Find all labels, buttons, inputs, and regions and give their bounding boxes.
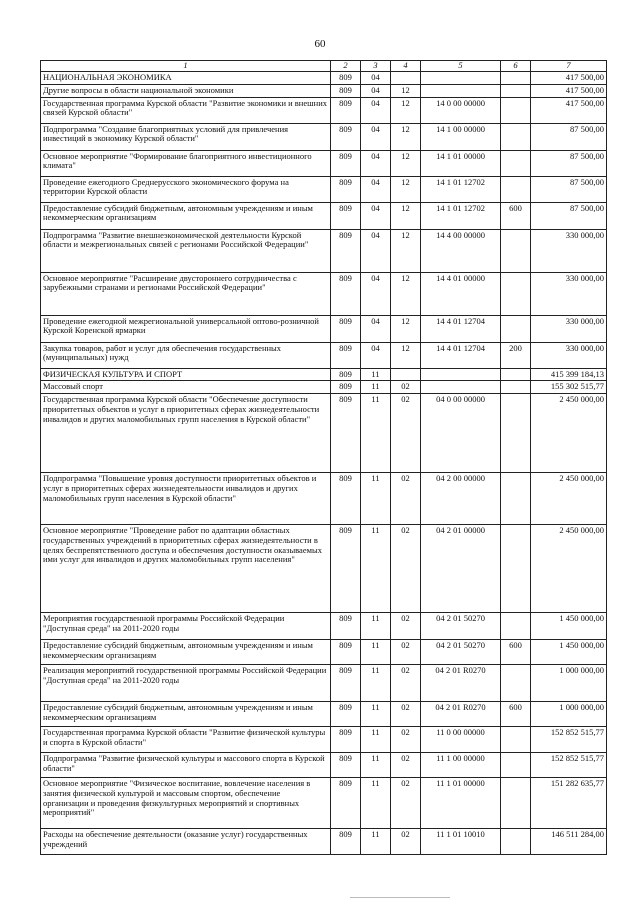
row-code-6 bbox=[501, 315, 531, 342]
row-code-4 bbox=[391, 72, 421, 85]
row-code-2: 809 bbox=[331, 727, 361, 753]
row-code-5: 04 2 01 50270 bbox=[421, 640, 501, 665]
row-code-2: 809 bbox=[331, 150, 361, 176]
row-code-5: 04 2 01 R0270 bbox=[421, 665, 501, 702]
row-code-4: 02 bbox=[391, 727, 421, 753]
row-name: Основное мероприятие "Формирование благоприятного инвестиционного климата" bbox=[41, 150, 331, 176]
row-name: Основное мероприятие "Расширение двустороннего сотрудничества с зарубежными странами и регионами Российской Федерации" bbox=[41, 272, 331, 315]
row-sum: 152 852 515,77 bbox=[531, 753, 607, 778]
table-row bbox=[41, 640, 607, 665]
row-sum: 415 399 184,13 bbox=[531, 368, 607, 381]
row-sum: 1 000 000,00 bbox=[531, 665, 607, 702]
budget-table bbox=[40, 60, 607, 855]
row-code-2: 809 bbox=[331, 613, 361, 640]
row-code-6 bbox=[501, 97, 531, 123]
row-code-4: 02 bbox=[391, 753, 421, 778]
row-name: Предоставление субсидий бюджетным, автономным учреждениям и иным некоммерческим организациям bbox=[41, 202, 331, 229]
row-sum: 151 282 635,77 bbox=[531, 778, 607, 829]
row-name: Реализация мероприятий государственной программы Российской Федерации "Доступная среда" на 2011-2020 годы bbox=[41, 665, 331, 702]
table-row bbox=[41, 525, 607, 613]
row-sum: 1 450 000,00 bbox=[531, 640, 607, 665]
row-code-3: 04 bbox=[361, 97, 391, 123]
row-code-6 bbox=[501, 176, 531, 202]
row-code-2: 809 bbox=[331, 525, 361, 613]
row-sum: 87 500,00 bbox=[531, 150, 607, 176]
row-code-6 bbox=[501, 394, 531, 473]
row-code-2: 809 bbox=[331, 176, 361, 202]
table-row bbox=[41, 202, 607, 229]
row-sum: 330 000,00 bbox=[531, 315, 607, 342]
row-code-5: 14 1 01 12702 bbox=[421, 202, 501, 229]
row-code-4: 02 bbox=[391, 381, 421, 394]
column-header: 2 bbox=[331, 61, 361, 72]
row-code-6 bbox=[501, 381, 531, 394]
row-name: Проведение ежегодной межрегиональной универсальной оптово-розничной Курской Коренской ярмарки bbox=[41, 315, 331, 342]
row-name: Подпрограмма "Создание благоприятных условий для привлечения инвестиций в экономику Курской области" bbox=[41, 123, 331, 150]
row-code-3: 11 bbox=[361, 665, 391, 702]
row-code-3: 11 bbox=[361, 368, 391, 381]
row-name: Закупка товаров, работ и услуг для обеспечения государственных (муниципальных) нужд bbox=[41, 342, 331, 368]
table-header-row bbox=[41, 61, 607, 72]
row-code-2: 809 bbox=[331, 72, 361, 85]
row-sum: 152 852 515,77 bbox=[531, 727, 607, 753]
row-code-3: 04 bbox=[361, 315, 391, 342]
row-sum: 87 500,00 bbox=[531, 123, 607, 150]
row-code-2: 809 bbox=[331, 665, 361, 702]
row-name: Расходы на обеспечение деятельности (оказание услуг) государственных учреждений bbox=[41, 829, 331, 855]
table-row bbox=[41, 702, 607, 727]
row-code-4: 12 bbox=[391, 84, 421, 97]
table-row bbox=[41, 342, 607, 368]
row-code-6 bbox=[501, 525, 531, 613]
row-code-6: 600 bbox=[501, 202, 531, 229]
row-name: ФИЗИЧЕСКАЯ КУЛЬТУРА И СПОРТ bbox=[41, 368, 331, 381]
row-code-5: 14 4 00 00000 bbox=[421, 229, 501, 272]
row-code-5: 14 1 01 00000 bbox=[421, 150, 501, 176]
row-code-2: 809 bbox=[331, 202, 361, 229]
row-code-3: 11 bbox=[361, 702, 391, 727]
row-sum: 87 500,00 bbox=[531, 202, 607, 229]
row-name: НАЦИОНАЛЬНАЯ ЭКОНОМИКА bbox=[41, 72, 331, 85]
table-row bbox=[41, 473, 607, 525]
column-header: 3 bbox=[361, 61, 391, 72]
row-code-6 bbox=[501, 272, 531, 315]
row-name: Подпрограмма "Повышение уровня доступности приоритетных объектов и услуг в приоритетных сферах жизнедеятельности инвалидов и других маломобильных групп населения в Курской области" bbox=[41, 473, 331, 525]
row-name: Государственная программа Курской области "Развитие экономики и внешних связей Курской области" bbox=[41, 97, 331, 123]
row-code-5 bbox=[421, 84, 501, 97]
row-code-2: 809 bbox=[331, 394, 361, 473]
row-code-3: 11 bbox=[361, 640, 391, 665]
table-row bbox=[41, 72, 607, 85]
row-name: Основное мероприятие "Проведение работ по адаптации областных государственных учреждений в приоритетных сферах жизнедеятельности в целях беспрепятственного доступа и обеспечения доступности оказываемых ими услуг для инвалидов и других маломобильных групп населения" bbox=[41, 525, 331, 613]
row-code-5: 14 1 01 12702 bbox=[421, 176, 501, 202]
row-code-5: 04 2 01 R0270 bbox=[421, 702, 501, 727]
row-code-3: 11 bbox=[361, 829, 391, 855]
row-code-5: 14 4 01 12704 bbox=[421, 342, 501, 368]
row-code-6: 600 bbox=[501, 640, 531, 665]
row-code-4: 02 bbox=[391, 702, 421, 727]
table-row bbox=[41, 829, 607, 855]
column-header: 6 bbox=[501, 61, 531, 72]
table-row bbox=[41, 753, 607, 778]
row-code-5: 14 0 00 00000 bbox=[421, 97, 501, 123]
row-code-4: 12 bbox=[391, 97, 421, 123]
row-code-6 bbox=[501, 727, 531, 753]
row-code-5: 11 1 01 10010 bbox=[421, 829, 501, 855]
row-name: Мероприятия государственной программы Российской Федерации "Доступная среда" на 2011-2020 годы bbox=[41, 613, 331, 640]
row-code-4: 12 bbox=[391, 315, 421, 342]
row-code-4: 02 bbox=[391, 829, 421, 855]
table-row bbox=[41, 229, 607, 272]
row-code-2: 809 bbox=[331, 272, 361, 315]
row-code-3: 11 bbox=[361, 381, 391, 394]
table-row bbox=[41, 150, 607, 176]
row-code-6: 200 bbox=[501, 342, 531, 368]
row-code-4: 02 bbox=[391, 613, 421, 640]
row-name: Подпрограмма "Развитие внешнеэкономической деятельности Курской области и межрегиональных связей с регионами Российской Федерации" bbox=[41, 229, 331, 272]
column-header: 4 bbox=[391, 61, 421, 72]
row-sum: 2 450 000,00 bbox=[531, 394, 607, 473]
row-name: Другие вопросы в области национальной экономики bbox=[41, 84, 331, 97]
row-code-4: 12 bbox=[391, 272, 421, 315]
row-sum: 417 500,00 bbox=[531, 72, 607, 85]
row-code-4: 12 bbox=[391, 202, 421, 229]
row-code-4: 02 bbox=[391, 665, 421, 702]
row-code-5 bbox=[421, 368, 501, 381]
row-code-2: 809 bbox=[331, 640, 361, 665]
row-sum: 2 450 000,00 bbox=[531, 473, 607, 525]
row-code-4: 02 bbox=[391, 778, 421, 829]
row-code-6 bbox=[501, 123, 531, 150]
row-code-3: 11 bbox=[361, 778, 391, 829]
row-code-4: 02 bbox=[391, 525, 421, 613]
row-code-6 bbox=[501, 829, 531, 855]
row-code-3: 04 bbox=[361, 272, 391, 315]
row-sum: 417 500,00 bbox=[531, 97, 607, 123]
row-code-3: 04 bbox=[361, 123, 391, 150]
row-name: Подпрограмма "Развитие физической культуры и массового спорта в Курской области" bbox=[41, 753, 331, 778]
table-row bbox=[41, 613, 607, 640]
row-code-5: 11 1 01 00000 bbox=[421, 778, 501, 829]
row-code-4: 12 bbox=[391, 123, 421, 150]
row-code-4: 12 bbox=[391, 342, 421, 368]
row-name: Массовый спорт bbox=[41, 381, 331, 394]
row-name: Основное мероприятие "Физическое воспитание, вовлечение населения в занятия физической культурой и массовым спортом, обеспечение организации и проведения физкультурных мероприятий и спортивных мероприятий" bbox=[41, 778, 331, 829]
row-code-3: 11 bbox=[361, 394, 391, 473]
row-sum: 330 000,00 bbox=[531, 229, 607, 272]
table-row bbox=[41, 394, 607, 473]
row-code-3: 04 bbox=[361, 84, 391, 97]
row-code-5: 04 2 00 00000 bbox=[421, 473, 501, 525]
bottom-rule bbox=[350, 897, 450, 898]
row-code-6 bbox=[501, 229, 531, 272]
table-row bbox=[41, 381, 607, 394]
row-code-3: 11 bbox=[361, 525, 391, 613]
row-name: Государственная программа Курской области "Развитие физической культуры и спорта в Курской области" bbox=[41, 727, 331, 753]
row-code-6 bbox=[501, 84, 531, 97]
row-code-2: 809 bbox=[331, 702, 361, 727]
row-code-3: 04 bbox=[361, 176, 391, 202]
row-code-3: 04 bbox=[361, 229, 391, 272]
table-row bbox=[41, 123, 607, 150]
row-code-6 bbox=[501, 665, 531, 702]
row-sum: 155 302 515,77 bbox=[531, 381, 607, 394]
table-row bbox=[41, 84, 607, 97]
table-row bbox=[41, 368, 607, 381]
row-code-3: 11 bbox=[361, 613, 391, 640]
row-code-5 bbox=[421, 72, 501, 85]
row-sum: 1 000 000,00 bbox=[531, 702, 607, 727]
row-code-3: 04 bbox=[361, 342, 391, 368]
row-code-4: 12 bbox=[391, 150, 421, 176]
row-code-4: 12 bbox=[391, 229, 421, 272]
row-code-5 bbox=[421, 381, 501, 394]
row-code-4: 02 bbox=[391, 473, 421, 525]
row-code-3: 11 bbox=[361, 727, 391, 753]
row-code-2: 809 bbox=[331, 315, 361, 342]
row-code-2: 809 bbox=[331, 778, 361, 829]
row-code-6 bbox=[501, 72, 531, 85]
row-code-2: 809 bbox=[331, 829, 361, 855]
row-code-3: 11 bbox=[361, 753, 391, 778]
row-name: Государственная программа Курской области "Обеспечение доступности приоритетных объектов и услуг в приоритетных сферах жизнедеятельности инвалидов и других маломобильных групп населения в Курской области" bbox=[41, 394, 331, 473]
row-code-5: 14 4 01 00000 bbox=[421, 272, 501, 315]
row-code-2: 809 bbox=[331, 473, 361, 525]
row-code-5: 04 2 01 00000 bbox=[421, 525, 501, 613]
row-code-3: 04 bbox=[361, 72, 391, 85]
row-code-2: 809 bbox=[331, 342, 361, 368]
table-row bbox=[41, 97, 607, 123]
row-code-3: 11 bbox=[361, 473, 391, 525]
column-header: 7 bbox=[531, 61, 607, 72]
row-sum: 330 000,00 bbox=[531, 272, 607, 315]
row-code-4: 02 bbox=[391, 640, 421, 665]
row-sum: 330 000,00 bbox=[531, 342, 607, 368]
row-code-6 bbox=[501, 753, 531, 778]
row-code-5: 04 0 00 00000 bbox=[421, 394, 501, 473]
table-row bbox=[41, 272, 607, 315]
row-code-2: 809 bbox=[331, 84, 361, 97]
row-code-4 bbox=[391, 368, 421, 381]
row-sum: 87 500,00 bbox=[531, 176, 607, 202]
table-row bbox=[41, 727, 607, 753]
row-name: Предоставление субсидий бюджетным, автономным учреждениям и иным некоммерческим организациям bbox=[41, 640, 331, 665]
row-code-6 bbox=[501, 150, 531, 176]
row-code-2: 809 bbox=[331, 97, 361, 123]
column-header: 1 bbox=[41, 61, 331, 72]
row-code-2: 809 bbox=[331, 368, 361, 381]
row-code-6 bbox=[501, 778, 531, 829]
row-code-5: 11 0 00 00000 bbox=[421, 727, 501, 753]
row-code-6 bbox=[501, 368, 531, 381]
row-sum: 1 450 000,00 bbox=[531, 613, 607, 640]
table-row bbox=[41, 315, 607, 342]
row-code-5: 11 1 00 00000 bbox=[421, 753, 501, 778]
row-name: Предоставление субсидий бюджетным, автономным учреждениям и иным некоммерческим организациям bbox=[41, 702, 331, 727]
row-sum: 2 450 000,00 bbox=[531, 525, 607, 613]
row-code-3: 04 bbox=[361, 202, 391, 229]
page-number: 60 bbox=[314, 38, 326, 50]
row-code-3: 04 bbox=[361, 150, 391, 176]
column-header: 5 bbox=[421, 61, 501, 72]
row-name: Проведение ежегодного Среднерусского экономического форума на территории Курской области bbox=[41, 176, 331, 202]
row-code-2: 809 bbox=[331, 381, 361, 394]
table-row bbox=[41, 176, 607, 202]
row-code-2: 809 bbox=[331, 229, 361, 272]
row-code-2: 809 bbox=[331, 123, 361, 150]
table-row bbox=[41, 778, 607, 829]
row-code-6 bbox=[501, 613, 531, 640]
row-code-4: 02 bbox=[391, 394, 421, 473]
row-code-6 bbox=[501, 473, 531, 525]
table-row bbox=[41, 665, 607, 702]
row-code-5: 14 4 01 12704 bbox=[421, 315, 501, 342]
row-sum: 417 500,00 bbox=[531, 84, 607, 97]
row-code-6: 600 bbox=[501, 702, 531, 727]
row-code-5: 04 2 01 50270 bbox=[421, 613, 501, 640]
row-code-2: 809 bbox=[331, 753, 361, 778]
row-code-5: 14 1 00 00000 bbox=[421, 123, 501, 150]
row-code-4: 12 bbox=[391, 176, 421, 202]
row-sum: 146 511 284,00 bbox=[531, 829, 607, 855]
